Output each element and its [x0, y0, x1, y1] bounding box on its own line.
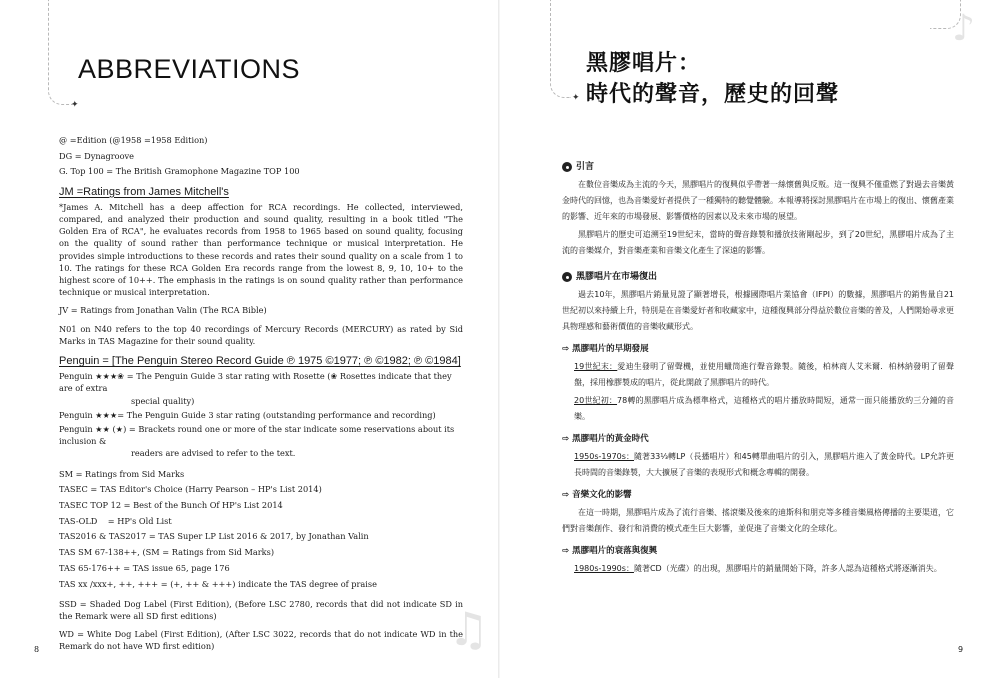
section-heading-label: 黑膠唱片在市場復出 [576, 272, 658, 282]
abbrev-entry: N01 on N40 refers to the top 40 recordings of Mercury Records (MERCURY) as rated by Sid Marks in TAS Magazine for their sound quality. [59, 323, 463, 346]
article-title [586, 48, 839, 110]
section-heading [562, 269, 954, 285]
penguin-rating-label: Penguin ★★ (★) [59, 424, 127, 435]
sparkle-icon: ✦ [572, 93, 580, 103]
abbrev-entry: TAS xx /xxx+, ++, +++ = (+, ++ & +++) indicate the TAS degree of praise [59, 578, 377, 589]
penguin-rating-label: Penguin ★★★ [59, 409, 118, 420]
page-number: 8 [34, 645, 40, 654]
page-number: 9 [958, 645, 964, 654]
article-title-line: 黑膠唱片： [586, 51, 702, 76]
subsection-heading: ⇨ 音樂文化的影響 [562, 490, 632, 500]
timeline-text: 隨著CD（光碟）的出現，黑膠唱片的銷量開始下降，許多人認為這種格式將逐漸消失。 [633, 564, 942, 573]
timeline-period: 19世紀末： [574, 362, 618, 371]
abbrev-entry: TAS 65-176++ = TAS issue 65, page 176 [59, 562, 230, 573]
decorative-frame-line [550, 0, 571, 98]
music-note-icon: ♪ [952, 8, 975, 49]
penguin-rating-item [59, 409, 463, 421]
section-heading [562, 159, 954, 175]
timeline-paragraph [574, 359, 954, 391]
article-body [562, 155, 954, 579]
subsection-heading: ⇨ 黑膠唱片的早期發展 [562, 344, 649, 354]
timeline-paragraph [574, 449, 954, 481]
body-paragraph: 在數位音樂成為主流的今天，黑膠唱片的復興似乎帶著一絲懷舊與反叛。這一復興不僅重燃了對過去音樂黃金時代的回憶，也為音樂愛好者提供了一種獨特的聽覺體驗。本報導將探討黑膠唱片在市場上的復出、懷舊產業的影響、近年來的市場發展、影響價格的因素以及未來市場的展望。 [562, 180, 954, 221]
abbrev-entry: @ =Edition (@1958 =1958 Edition) [59, 135, 208, 145]
timeline-period: 1980s-1990s： [574, 564, 634, 573]
abbrev-entry: TAS SM 67-138++, (SM = Ratings from Sid Marks) [59, 547, 275, 558]
abbrev-entry: DG = Dynagroove [59, 150, 134, 161]
abbrev-entry: SSD = Shaded Dog Label (First Edition), (Before LSC 2780, records that did not indicate SD in the Remark were all SD first editions) [59, 598, 463, 621]
sparkle-icon: ✦ [71, 100, 79, 110]
penguin-rating-text: = The Penguin Guide 3 star rating with Rosette (❀ Rosettes indicate that they are of extra [59, 371, 452, 394]
timeline-period: 20世紀初： [574, 396, 618, 405]
penguin-rating-text: = Brackets round one or more of the star indicate some reservations about its inclusion & [59, 424, 455, 447]
subsection-heading: ⇨ 黑膠唱片的衰落與復興 [562, 546, 658, 556]
vinyl-record-icon [562, 162, 572, 172]
music-note-icon: ♫ [448, 602, 490, 656]
penguin-rating-text: = The Penguin Guide 3 star rating (outstanding performance and recording) [117, 409, 436, 420]
abbrev-entry: TAS-OLD = HP's Old List [59, 515, 172, 526]
timeline-text: 愛迪生發明了留聲機，並使用蠟筒進行聲音錄製。隨後，柏林商人艾米爾．柏林納發明了留聲盤，採用橡膠製成的唱片，從此開啟了黑膠唱片的時代。 [574, 362, 954, 387]
penguin-rating-continuation: readers are advised to refer to the text. [131, 448, 296, 459]
timeline-text: 78轉的黑膠唱片成為標準格式，這種格式的唱片播放時間短，通常一面只能播放約三分鐘的音樂。 [574, 396, 954, 421]
abbreviations-list [59, 134, 463, 659]
vinyl-record-icon [562, 272, 572, 282]
jm-heading: JM =Ratings from James Mitchell's [59, 185, 229, 198]
abbrev-entry: JV = Ratings from Jonathan Valin (The RCA Bible) [59, 305, 267, 316]
abbrev-entry: G. Top 100 = The British Gramophone Magazine TOP 100 [59, 166, 300, 177]
body-paragraph: 黑膠唱片的歷史可追溯至19世紀末，當時的聲音錄製和播放技術剛起步，到了20世紀，黑膠唱片成為了主流的音樂媒介，對音樂產業和音樂文化產生了深遠的影響。 [562, 230, 954, 255]
penguin-rating-continuation: special quality) [131, 395, 195, 406]
penguin-heading: Penguin = [The Penguin Stereo Record Guide ℗ 1975 ©1977; ℗ ©1982; ℗ ©1984] [59, 355, 461, 368]
decorative-frame-line [48, 0, 73, 105]
penguin-rating-label: Penguin ★★★❀ [59, 371, 125, 382]
abbrev-entry: TASEC = TAS Editor's Choice (Harry Pearson – HP's List 2014) [59, 484, 322, 495]
abbrev-entry: WD = White Dog Label (First Edition), (After LSC 3022, records that do not indicate WD in the Remark do not have WD first edition) [59, 629, 463, 652]
abbrev-entry: TAS2016 & TAS2017 = TAS Super LP List 2016 & 2017, by Jonathan Valin [59, 531, 369, 542]
body-paragraph: 過去10年，黑膠唱片銷量見證了顯著增長，根據國際唱片業協會（IFPI）的數據，黑膠唱片的銷售量自21世紀初以來持續上升，特別是在音樂愛好者和收藏家中，這種復興部分得益於數位音樂的普及，人們開始尋求更具物理感和藝術價值的音樂收藏形式。 [562, 290, 954, 331]
jm-paragraph: *James A. Mitchell has a deep affection for RCA recordings. He collected, interviewed, compared, and analyzed their production and sound quality, resulting in a book titled "The Golden Era of RCA", he evaluates records from 1958 to 1965 based on sound quality, focusing on the quality of sound rather than performance technique or musical interpretation. He provides simple introductions to these records and rates their sound quality on a scale from 1 to 10. The ratings for these RCA Golden Era records range from the lowest 8, 9, 10, 10+ to the highest score of 10++. The emphasis in the ratings is on sound quality rather than performance technique or musical interpretation. [59, 201, 463, 298]
page-title: ABBREVIATIONS [78, 54, 301, 84]
timeline-paragraph [574, 561, 954, 577]
timeline-period: 1950s-1970s： [574, 452, 635, 461]
penguin-rating-item [59, 370, 463, 407]
timeline-paragraph [574, 393, 954, 425]
timeline-text: 隨著33⅓轉LP（長播唱片）和45轉單曲唱片的引入，黑膠唱片進入了黃金時代。LP允許更長時間的音樂錄製，大大擴展了音樂的表現形式和概念專輯的開發。 [574, 452, 954, 477]
abbrev-entry: TASEC TOP 12 = Best of the Bunch Of HP's List 2014 [59, 500, 283, 511]
subsection-heading: ⇨ 黑膠唱片的黃金時代 [562, 434, 649, 444]
abbrev-entry: SM = Ratings from Sid Marks [59, 468, 185, 479]
article-title-line: 時代的聲音，歷史的回聲 [586, 82, 840, 107]
section-heading-label: 引言 [576, 162, 595, 172]
body-paragraph: 在這一時期，黑膠唱片成為了流行音樂、搖滾樂及後來的迪斯科和朋克等多種音樂風格傳播的主要渠道，它們對音樂創作、發行和消費的模式產生巨大影響，並促進了音樂文化的全球化。 [562, 508, 954, 533]
penguin-rating-item [59, 423, 463, 460]
